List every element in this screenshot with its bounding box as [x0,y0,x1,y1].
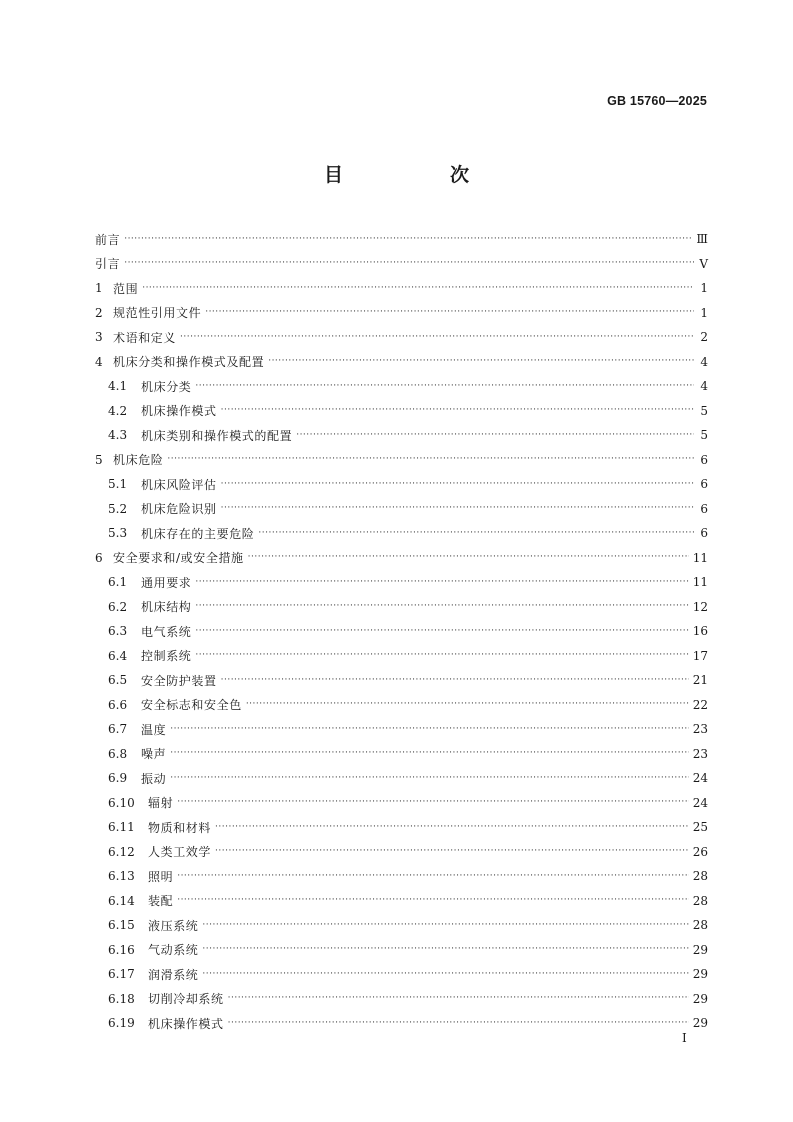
toc-entry-page: 24 [692,795,708,810]
toc-entry-page: 1 [700,305,708,320]
toc-dot-leader [142,284,694,293]
toc-entry-page: 4 [700,379,708,394]
toc-entry-number: 4.2 [108,403,128,418]
toc-dot-leader [177,798,689,807]
toc-entry-number: 6.18 [108,991,135,1006]
toc-entry-label: 机床存在的主要危险 [141,526,255,541]
toc-entry-page: Ⅴ [699,256,708,271]
toc-dot-leader [258,529,694,538]
toc-dot-leader [221,676,689,685]
toc-dot-leader [221,406,694,415]
toc-entry-page: 6 [700,477,708,492]
toc-entry-page: 4 [700,354,708,369]
toc-dot-leader [195,578,688,587]
toc-entry-number: 6 [95,550,103,565]
toc-entry-label: 安全标志和安全色 [141,698,242,713]
toc-entry-page: 6 [700,526,708,541]
toc-entry-page: 6 [700,501,708,516]
toc-entry[interactable] [95,423,708,448]
toc-entry[interactable] [95,840,708,865]
toc-entry-page: 23 [692,746,708,761]
toc-entry[interactable] [95,252,708,277]
toc-dot-leader [177,872,689,881]
toc-entry-number: 6.4 [108,648,128,663]
toc-entry-label: 通用要求 [141,575,192,590]
toc-dot-leader [202,921,688,930]
toc-entry-number: 6.16 [108,942,135,957]
toc-entry[interactable] [95,227,708,252]
toc-entry-number: 4.3 [108,428,128,443]
toc-entry[interactable] [95,276,708,301]
toc-entry-label: 机床风险评估 [141,477,217,492]
toc-entry-number: 5.1 [108,477,128,492]
standard-number: GB 15760—2025 [607,94,707,108]
toc-entry-number: 6.11 [108,820,135,835]
toc-entry-page: 16 [692,624,708,639]
toc-entry-page: 24 [692,771,708,786]
toc-entry[interactable] [95,693,708,718]
toc-entry-page: 26 [692,844,708,859]
toc-entry-number: 5.2 [108,501,128,516]
toc-entry-page: 28 [692,869,708,884]
toc-entry-number: 6.9 [108,771,128,786]
toc-entry-page: 11 [692,550,708,565]
toc-entry-number: 6.12 [108,844,135,859]
toc-entry[interactable] [95,521,708,546]
toc-entry[interactable] [95,815,708,840]
toc-dot-leader [215,847,689,856]
toc-entry-page: 28 [692,918,708,933]
toc-entry[interactable] [95,399,708,424]
toc-entry-label: 术语和定义 [113,330,177,345]
toc-entry-label: 人类工效学 [148,845,212,860]
toc-entry-page: 29 [692,1016,708,1031]
toc-entry-page: 29 [692,942,708,957]
toc-dot-leader [124,235,692,244]
toc-entry-label: 机床操作模式 [141,404,217,419]
toc-entry[interactable] [95,472,708,497]
toc-entry-number: 6.1 [108,575,128,590]
toc-entry-label: 切削冷却系统 [148,992,224,1007]
toc-entry-label: 规范性引用文件 [113,306,202,321]
toc-entry[interactable] [95,350,708,375]
toc-entry-number: 4.1 [108,379,128,394]
toc-entry-label: 装配 [148,894,174,909]
toc-dot-leader [195,627,688,636]
toc-dot-leader [195,382,694,391]
toc-entry-number: 6.14 [108,893,135,908]
toc-entry-label: 温度 [141,722,167,737]
toc-entry-label: 范围 [113,281,139,296]
toc-dot-leader [228,1019,689,1028]
toc-entry[interactable] [95,987,708,1012]
toc-entry-number: 6.13 [108,869,135,884]
toc-dot-leader [177,896,689,905]
toc-entry-label: 机床分类和操作模式及配置 [113,355,265,370]
toc-entry-number: 2 [95,305,103,320]
toc-entry-number: 6.7 [108,722,128,737]
toc-entry-label: 电气系统 [141,624,192,639]
toc-dot-leader [170,749,689,758]
toc-dot-leader [246,700,689,709]
toc-entry-label: 机床操作模式 [148,1016,224,1031]
toc-dot-leader [228,994,689,1003]
toc-dot-leader [180,333,694,342]
toc-entry-number: 6.10 [108,795,135,810]
toc-entry-page: 22 [692,697,708,712]
toc-entry-number: 6.17 [108,967,135,982]
toc-entry-number: 6.5 [108,673,128,688]
toc-entry-number: 5.3 [108,526,128,541]
toc-dot-leader [296,431,694,440]
toc-entry[interactable] [95,595,708,620]
toc-entry[interactable] [95,325,708,350]
toc-entry[interactable] [95,374,708,399]
toc-entry[interactable] [95,619,708,644]
table-of-contents [95,227,708,1036]
toc-dot-leader [167,455,694,464]
toc-entry-page: 21 [692,673,708,688]
toc-entry-number: 6.2 [108,599,128,614]
toc-entry-page: 6 [700,452,708,467]
toc-entry-label: 机床危险 [113,453,164,468]
toc-entry-page: 17 [692,648,708,663]
toc-entry[interactable] [95,717,708,742]
toc-entry[interactable] [95,864,708,889]
toc-entry[interactable] [95,448,708,473]
toc-entry-page: 2 [700,330,708,345]
toc-entry-page: 11 [692,575,708,590]
toc-entry-label: 液压系统 [148,918,199,933]
toc-entry-page: 29 [692,967,708,982]
toc-dot-leader [202,945,688,954]
toc-entry-number: 3 [95,330,103,345]
toc-entry[interactable] [95,766,708,791]
toc-dot-leader [248,553,689,562]
toc-entry[interactable] [95,742,708,767]
toc-dot-leader [221,504,694,513]
toc-entry-page: 23 [692,722,708,737]
toc-entry-number: 6.19 [108,1016,135,1031]
toc-entry[interactable] [95,668,708,693]
toc-entry-number: 6.3 [108,624,128,639]
toc-entry-page: Ⅲ [696,232,708,247]
toc-entry-page: 12 [692,599,708,614]
toc-entry[interactable] [95,962,708,987]
toc-entry-label: 物质和材料 [148,820,212,835]
toc-entry[interactable] [95,497,708,522]
toc-entry-label: 振动 [141,771,167,786]
toc-entry-label: 噪声 [141,747,167,762]
toc-entry-page: 29 [692,991,708,1006]
toc-entry-label: 机床结构 [141,600,192,615]
toc-entry-page: 5 [700,428,708,443]
toc-entry-page: 28 [692,893,708,908]
toc-entry-number: 6.6 [108,697,128,712]
toc-entry[interactable] [95,889,708,914]
toc-entry-number: 1 [95,281,103,296]
toc-entry-label: 机床分类 [141,379,192,394]
toc-entry-label: 辐射 [148,796,174,811]
toc-entry-label: 安全要求和/或安全措施 [113,551,244,566]
toc-entry[interactable] [95,301,708,326]
toc-entry-label: 润滑系统 [148,967,199,982]
toc-entry-label: 安全防护装置 [141,673,217,688]
toc-entry[interactable] [95,644,708,669]
toc-entry[interactable] [95,913,708,938]
page-folio: Ⅰ [682,1031,687,1045]
toc-entry-label: 前言 [95,232,121,247]
toc-dot-leader [124,259,694,268]
toc-entry-label: 气动系统 [148,943,199,958]
toc-entry[interactable] [95,938,708,963]
toc-dot-leader [170,774,689,783]
toc-entry-number: 5 [95,452,103,467]
toc-dot-leader [205,308,694,317]
toc-dot-leader [202,970,688,979]
toc-entry-page: 25 [692,820,708,835]
toc-dot-leader [195,602,688,611]
toc-entry-label: 控制系统 [141,649,192,664]
toc-entry-page: 1 [700,281,708,296]
toc-entry-page: 5 [700,403,708,418]
toc-dot-leader [170,725,689,734]
toc-entry-label: 照明 [148,869,174,884]
toc-entry-number: 6.15 [108,918,135,933]
toc-entry[interactable] [95,791,708,816]
toc-entry-label: 机床危险识别 [141,502,217,517]
toc-entry[interactable] [95,1011,708,1036]
toc-entry-number: 4 [95,354,103,369]
toc-entry-label: 机床类别和操作模式的配置 [141,428,293,443]
toc-entry[interactable] [95,546,708,571]
page-title: 目 次 [323,164,513,186]
toc-dot-leader [215,823,689,832]
toc-dot-leader [195,651,688,660]
toc-entry[interactable] [95,570,708,595]
toc-entry-number: 6.8 [108,746,128,761]
toc-entry-label: 引言 [95,257,121,272]
toc-dot-leader [221,480,694,489]
toc-dot-leader [268,357,694,366]
